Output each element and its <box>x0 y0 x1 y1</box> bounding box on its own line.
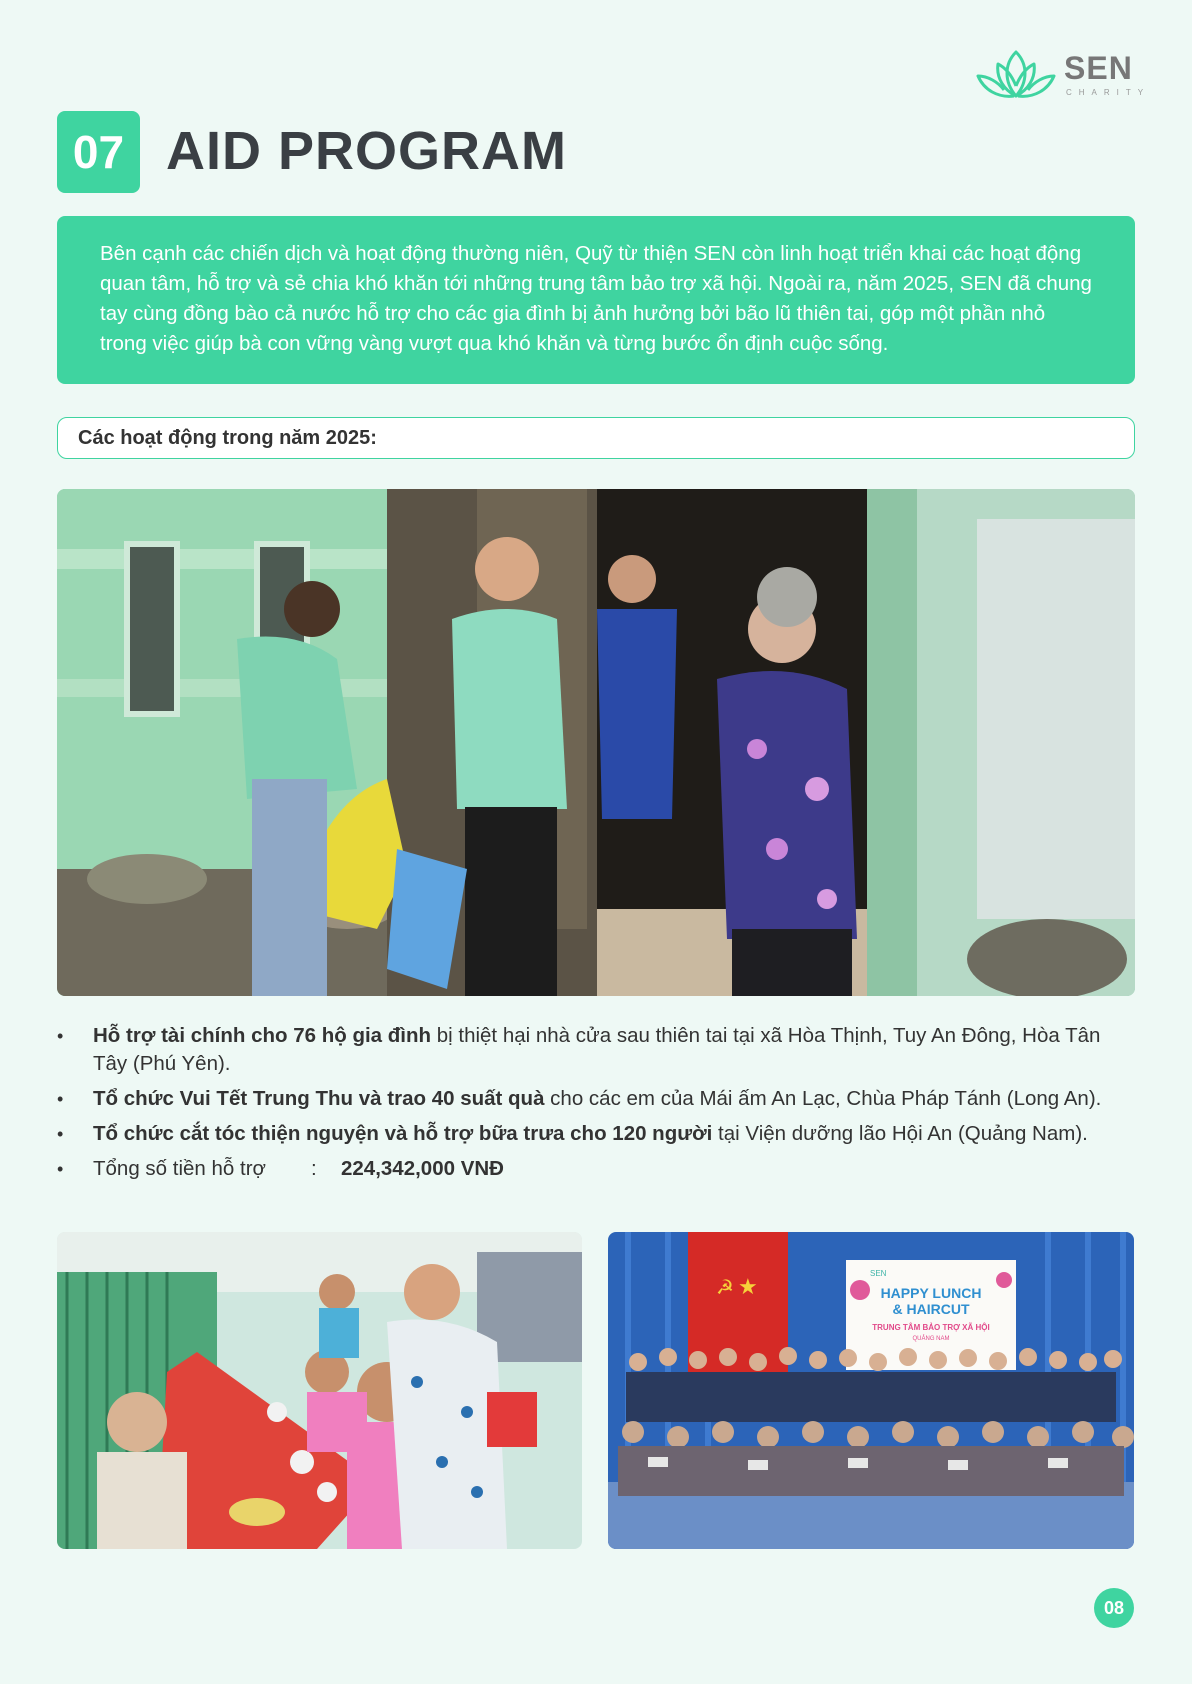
svg-text:TRUNG TÂM BẢO TRỢ XÃ HỘI: TRUNG TÂM BẢO TRỢ XÃ HỘI <box>872 1323 990 1332</box>
svg-text:★: ★ <box>738 1275 758 1300</box>
total-value: 224,342,000 VNĐ <box>341 1157 504 1180</box>
svg-text:QUẢNG NAM: QUẢNG NAM <box>912 1336 950 1342</box>
section-number-badge: 07 <box>57 111 140 193</box>
activities-list <box>57 1022 1137 1190</box>
intro-paragraph: Bên cạnh các chiến dịch và hoạt động thường niên, Quỹ từ thiện SEN còn linh hoạt triển khai các hoạt động quan tâm, hỗ trợ và sẻ chia khó khăn tới những trung tâm bảo trợ xã hội. Ngoài ra, năm 2025, SEN đã chung tay cùng đồng bào cả nước hỗ trợ cho các gia đình bị ảnh hưởng bởi bão lũ thiên tai, góp một phần nhỏ trong việc giúp bà con vững vàng vượt qua khó khăn và từng bước ổn định cuộc sống. <box>57 216 1135 384</box>
photo-happy-lunch-haircut <box>608 1232 1134 1549</box>
lotus-icon <box>974 46 1058 102</box>
svg-text:HAPPY LUNCH: HAPPY LUNCH <box>880 1285 982 1301</box>
svg-text:☭: ☭ <box>716 1275 734 1299</box>
list-item: • Hỗ trợ tài chính cho 76 hộ gia đình bị thiệt hại nhà cửa sau thiên tai tại xã Hòa Thịnh, Tuy An Đông, Hòa Tân Tây (Phú Yên). <box>57 1022 1137 1078</box>
main-photo-home-visit <box>57 489 1135 996</box>
section-title: AID PROGRAM <box>166 121 567 181</box>
photo-mid-autumn-meal <box>57 1232 582 1549</box>
activities-heading: Các hoạt động trong năm 2025: <box>57 417 1135 459</box>
svg-text:& HAIRCUT: & HAIRCUT <box>892 1301 970 1317</box>
svg-text:SEN: SEN <box>870 1269 887 1278</box>
brand-name: SEN <box>1064 50 1133 86</box>
total-support: • Tổng số tiền hỗ trợ : 224,342,000 VNĐ <box>57 1155 1137 1183</box>
sen-charity-logo <box>974 46 1151 102</box>
page-number: 08 <box>1094 1588 1134 1628</box>
total-label: Tổng số tiền hỗ trợ <box>93 1157 266 1180</box>
list-item: • Tổ chức cắt tóc thiện nguyện và hỗ trợ bữa trưa cho 120 người tại Viện dưỡng lão Hội An (Quảng Nam). <box>57 1120 1137 1148</box>
list-item: • Tổ chức Vui Tết Trung Thu và trao 40 suất quà cho các em của Mái ấm An Lạc, Chùa Pháp Tánh (Long An). <box>57 1085 1137 1113</box>
brand-tagline: CHARITY <box>1066 88 1151 97</box>
